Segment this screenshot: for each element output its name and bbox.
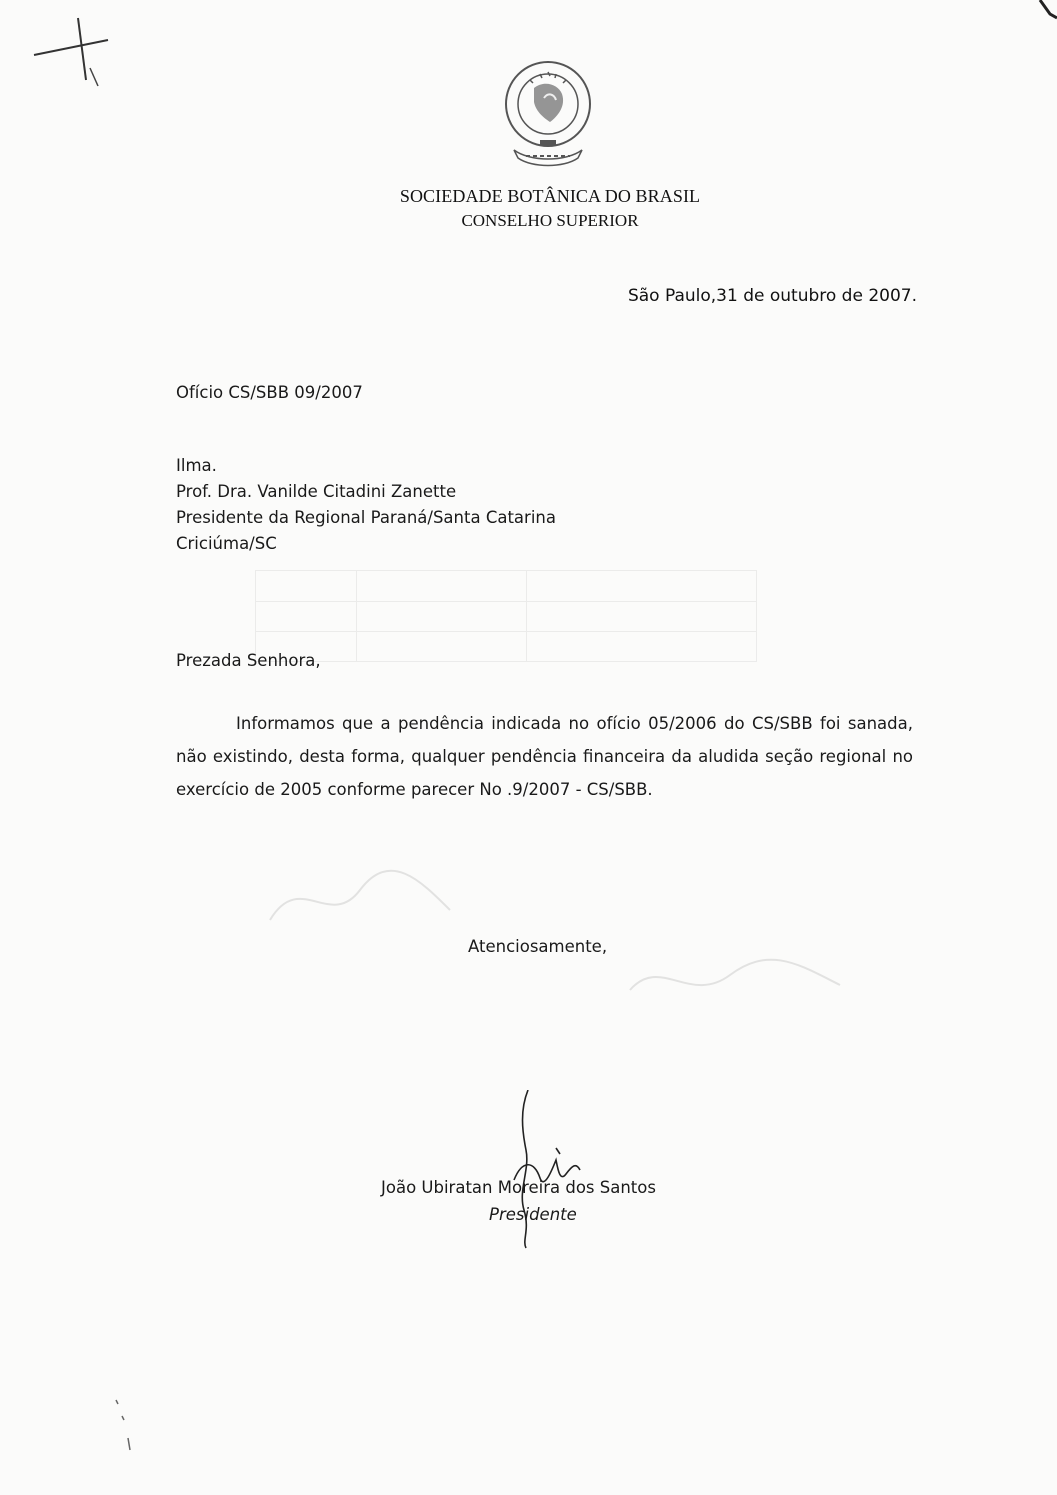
pen-mark-icon	[28, 10, 118, 90]
signer-name: João Ubiratan Moreira dos Santos	[381, 1178, 656, 1197]
recipient-location: Criciúma/SC	[176, 534, 277, 553]
bleed-through-signature-right	[620, 950, 850, 1010]
recipient-name: Prof. Dra. Vanilde Citadini Zanette	[176, 482, 457, 501]
date-line: São Paulo,31 de outubro de 2007.	[627, 286, 917, 306]
society-seal-icon	[500, 58, 596, 170]
recipient-position: Presidente da Regional Paraná/Santa Catarina	[176, 508, 556, 527]
signer-role: Presidente	[489, 1205, 577, 1224]
bleed-through-table	[255, 570, 757, 662]
closing: Atenciosamente,	[468, 937, 608, 956]
recipient-honorific: Ilma.	[176, 456, 217, 475]
salutation: Prezada Senhora,	[176, 651, 321, 670]
council-name: CONSELHO SUPERIOR	[461, 211, 639, 230]
reference-number: Ofício CS/SBB 09/2007	[176, 383, 363, 402]
scan-speck-icon	[112, 1398, 142, 1458]
body-paragraph: Informamos que a pendência indicada no ofício 05/2006 do CS/SBB foi sanada, não existindo, desta forma, qualquer pendência financeira da aludida seção regional no exercício de 2005 conforme parecer No .9/2007 - CS/SBB.	[176, 714, 913, 799]
organization-name: SOCIEDADE BOTÂNICA DO BRASIL	[399, 186, 701, 206]
bleed-through-signature-left	[260, 860, 460, 940]
edge-mark-icon	[1030, 0, 1057, 20]
signature-icon	[500, 1090, 600, 1250]
